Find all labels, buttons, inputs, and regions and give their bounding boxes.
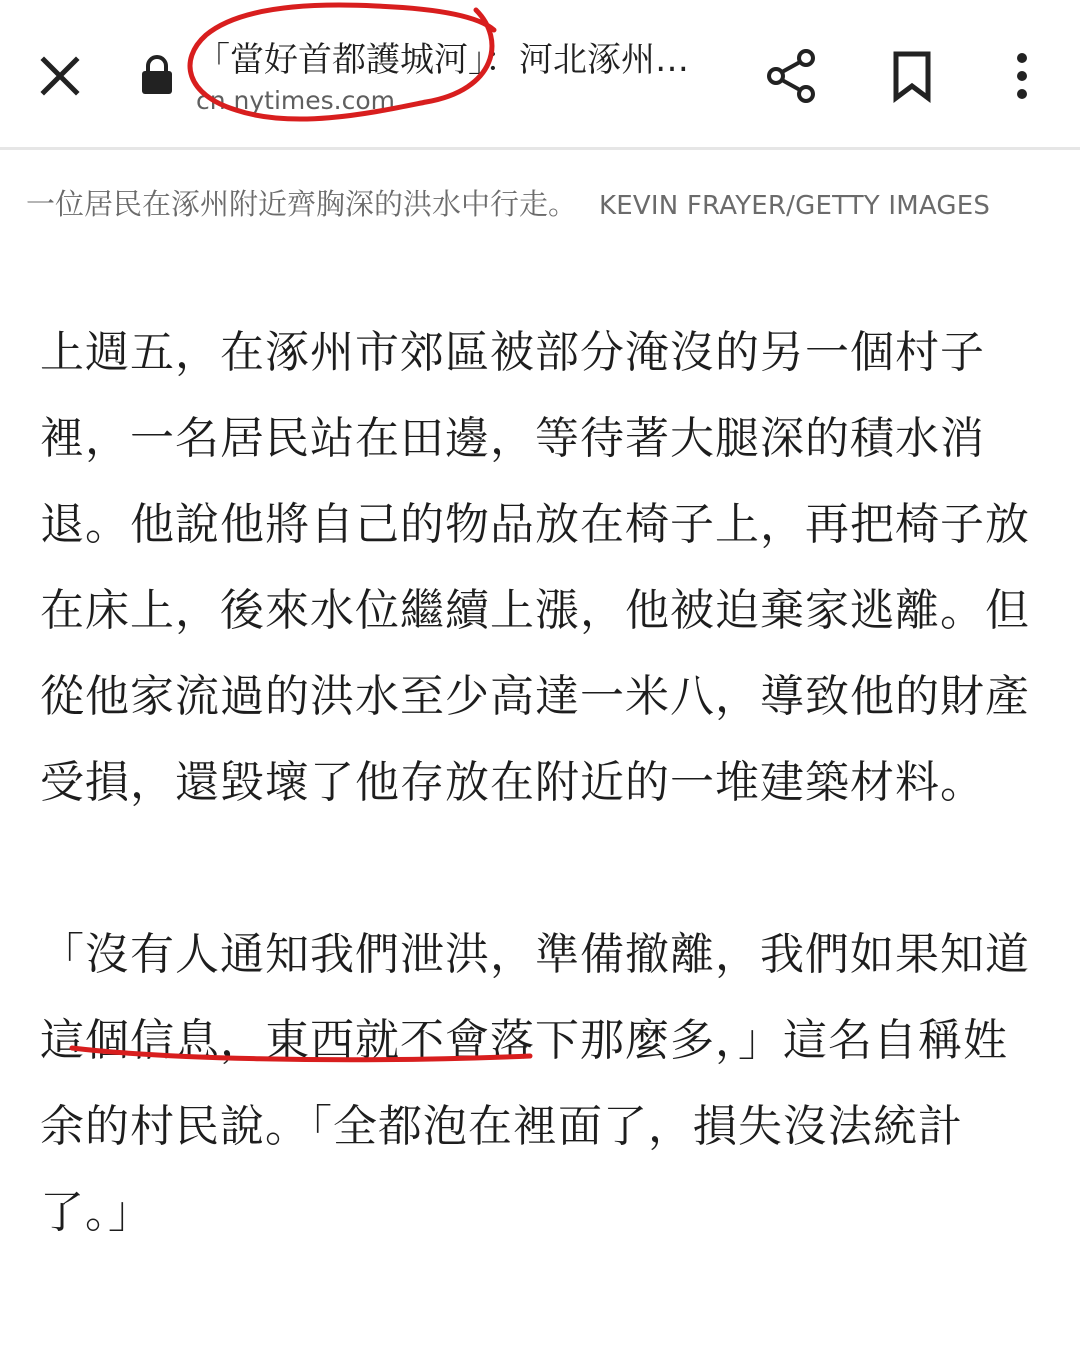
article-body	[40, 310, 1040, 1256]
browser-toolbar	[0, 0, 1080, 150]
more-vertical-icon[interactable]	[996, 44, 1048, 108]
address-bar[interactable]	[196, 38, 716, 116]
photo-caption	[26, 184, 1066, 226]
lock-icon	[138, 54, 176, 96]
caption-text: 一位居民在涿州附近齊胸深的洪水中行走。	[26, 187, 578, 221]
article-paragraph: 「沒有人通知我們泄洪，準備撤離，我們如果知道這個信息，東西就不會落下那麼多，」這名自稱姓余的村民說。「全都泡在裡面了，損失沒法統計了。」	[40, 929, 1030, 1238]
photo-credit: KEVIN FRAYER/GETTY IMAGES	[599, 191, 991, 221]
page-title: 「當好首都護城河」：河北涿州…	[196, 40, 689, 80]
close-icon[interactable]	[30, 46, 90, 106]
article-paragraph: 上週五，在涿州市郊區被部分淹沒的另一個村子裡，一名居民站在田邊，等待著大腿深的積水消退。他說他將自己的物品放在椅子上，再把椅子放在床上，後來水位繼續上漲，他被迫棄家逃離。但從他家流過的洪水至少高達一米八，導致他的財產受損，還毀壞了他存放在附近的一堆建築材料。	[40, 327, 1030, 808]
share-icon[interactable]	[760, 44, 824, 108]
page-domain: cn.nytimes.com	[196, 86, 396, 115]
bookmark-icon[interactable]	[882, 44, 942, 108]
